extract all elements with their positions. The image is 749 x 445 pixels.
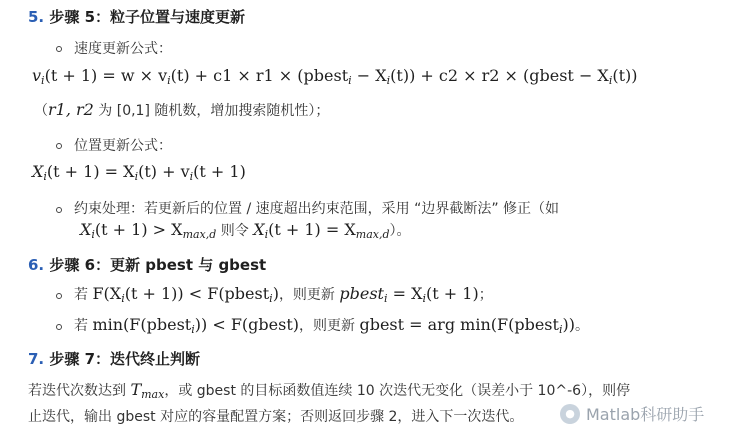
rule2-m-b: )) < F(gbest) [194,315,300,334]
velocity-part3: − X [351,66,387,85]
position-part3: (t + 1) [193,162,246,181]
constraint-math2 [253,220,389,239]
tmax-sub: max [141,388,165,401]
tmax-t: T [130,380,142,399]
step6-title: 步骤 6：更新 pbest 与 gbest [49,256,267,274]
tmax-math [130,380,164,399]
step6-number: 6. [28,256,45,274]
constraint-m2-a: X [253,220,265,239]
rule2-if: 若 [74,318,93,334]
constraint-m1-b: (t + 1) > X [94,220,183,239]
rule1-r-b: = X [387,284,423,303]
rule2-m-sub: i [191,323,195,336]
position-label: 位置更新公式： [74,138,172,154]
note-suffix: 为 [0,1] 随机数，增加搜索随机性）； [93,103,330,119]
step7-number: 7. [28,350,45,368]
constraint-m2-sub: i [264,228,269,241]
rule1-condition [92,284,278,303]
rule1-r-sub: i [383,292,388,305]
position-x-sub: i [43,170,47,183]
rule2-r-b: )) [562,315,575,334]
rule1 [74,284,493,305]
rule1-then: ，则更新 [278,287,340,303]
velocity-pbest-sub: i [348,74,352,87]
constraint-m2-sub2: max,d [355,228,390,241]
bullet-icon [56,324,62,330]
rule1-result [339,284,478,303]
final-line1-b: ，或 gbest 的目标函数值连续 10 次迭代无变化（误差小于 10^-6），则停 [164,383,631,399]
velocity-part4: (t)) + c2 × r2 × (gbest − X [390,66,609,85]
rule2-r-a: gbest = arg min(F(pbest [359,315,559,334]
rule1-m-c: ) [272,284,279,303]
bullet-icon [56,293,62,299]
rule1-r-a: pbest [339,284,384,303]
rule1-if: 若 [74,287,93,303]
step7-heading [28,348,200,369]
constraint-m2-b: (t + 1) = X [268,220,356,239]
bullet-icon [56,46,62,52]
position-part1: (t + 1) = X [46,162,135,181]
velocity-formula [32,66,638,87]
constraint-then: 则令 [216,223,254,239]
constraint-m1-sub2: max,d [182,228,217,241]
constraint-line1: 约束处理：若更新后的位置 / 速度超出约束范围，采用 “边界截断法” 修正（如 [74,201,560,217]
random-note [34,100,329,120]
constraint-m1-a: X [80,220,92,239]
bullet-icon [56,143,62,149]
position-part2: (t) + v [138,162,190,181]
step5-number: 5. [28,8,45,26]
rule2-r-sub: i [558,323,563,336]
position-formula [32,162,246,183]
rule2-condition [92,315,299,334]
step5-heading [28,6,245,27]
rule2-m-a: min(F(pbest [92,315,192,334]
velocity-x-sub: i [386,74,391,87]
rule1-m-b: (t + 1)) < F(pbest [124,284,270,303]
velocity-x-sub2: i [608,74,613,87]
position-x-sub2: i [134,170,139,183]
velocity-v-sub: i [167,74,171,87]
position-v-sub: i [189,170,194,183]
note-prefix: （ [34,103,48,119]
rule1-r-sub2: i [422,292,427,305]
watermark-text: Matlab科研助手 [586,405,705,424]
bullet-icon [56,207,62,213]
constraint-line2 [80,220,411,241]
rule1-r-c: (t + 1) [426,284,479,303]
velocity-part1: (t + 1) = w × v [44,66,168,85]
velocity-label: 速度更新公式： [74,41,172,57]
rule2-then: ，则更新 [299,318,360,334]
step7-title: 步骤 7：迭代终止判断 [49,350,201,368]
rule1-m-a: F(X [92,284,122,303]
velocity-part2: (t) + c1 × r1 × (pbest [170,66,349,85]
position-x: X [32,162,44,181]
final-line2: 止迭代，输出 gbest 对应的容量配置方案；否则返回步骤 2，进入下一次迭代。 [28,409,524,425]
constraint-m1-sub: i [91,228,95,241]
step6-heading [28,254,266,275]
wechat-icon: ● [560,404,580,424]
rule2-result [359,315,574,334]
rule1-m-sub: i [121,292,125,305]
rule1-m-sub2: i [269,292,273,305]
velocity-lhs-sub: i [41,74,45,87]
constraint-end: ）。 [389,223,411,239]
final-line1 [28,380,630,401]
velocity-lhs: v [32,66,42,85]
constraint-math1 [80,220,216,239]
rule1-end: ； [478,287,493,303]
final-line1-a: 若迭代次数达到 [28,383,131,399]
rule2 [74,315,589,336]
velocity-part5: (t)) [612,66,638,85]
watermark [560,402,704,425]
step5-title: 步骤 5：粒子位置与速度更新 [49,8,246,26]
note-math: r1, r2 [48,100,94,119]
rule2-end: 。 [574,318,589,334]
